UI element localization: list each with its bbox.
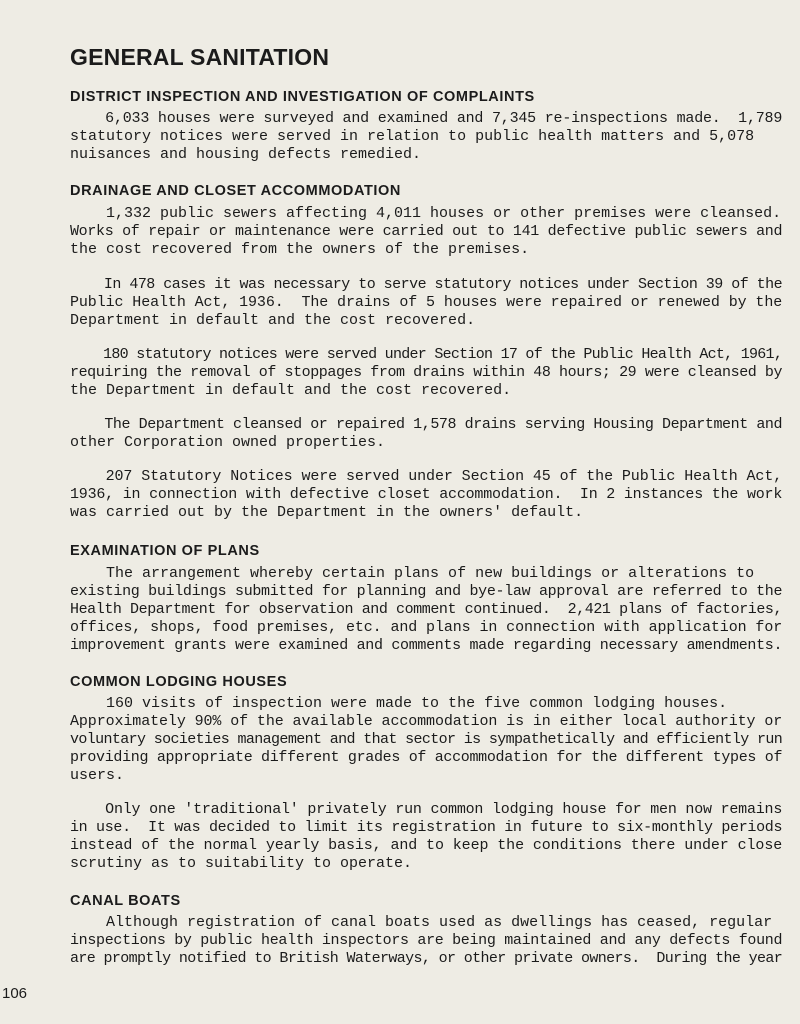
text-line: Only one 'traditional' privately run common lodging house for men now remains [70,801,783,818]
text-line: inspections by public health inspectors are being maintained and any defects found [70,932,783,949]
text-line: existing buildings submitted for planning and bye-law approval are referred to the [70,583,783,600]
text-line: 180 statutory notices were served under Section 17 of the Public Health Act, 1961, [70,346,783,363]
section-heading-examination-of-plans: EXAMINATION OF PLANS [70,543,260,559]
text-line: Health Department for observation and comment continued. 2,421 plans of factories, [70,601,783,618]
text-line: 1936, in connection with defective closet accommodation. In 2 instances the work [70,486,783,503]
text-line: requiring the removal of stoppages from drains within 48 hours; 29 were cleansed by [70,364,783,381]
text-line: Department in default and the cost recovered. [70,312,476,329]
text-line: users. [70,767,125,784]
text-line: instead of the normal yearly basis, and to keep the conditions there under close [70,837,783,854]
text-line: nuisances and housing defects remedied. [70,146,422,163]
text-line: Public Health Act, 1936. The drains of 5 houses were repaired or renewed by the [70,294,783,311]
text-line: 207 Statutory Notices were served under Section 45 of the Public Health Act, [70,468,783,485]
text-line: 6,033 houses were surveyed and examined and 7,345 re-inspections made. 1,789 [70,110,783,127]
text-line: The arrangement whereby certain plans of new buildings or alterations to [70,565,755,582]
text-line: other Corporation owned properties. [70,434,386,451]
text-line: was carried out by the Department in the owners' default. [70,504,584,521]
text-line: voluntary societies management and that sector is sympathetically and efficiently run [70,731,783,748]
text-line: Works of repair or maintenance were carried out to 141 defective public sewers and [70,223,783,240]
text-line: are promptly notified to British Waterways, or other private owners. During the year [70,950,783,967]
text-line: The Department cleansed or repaired 1,578 drains serving Housing Department and [70,416,783,433]
text-line: Approximately 90% of the available accommodation is in either local authority or [70,713,783,730]
text-line: offices, shops, food premises, etc. and plans in connection with application for [70,619,783,636]
section-heading-drainage: DRAINAGE AND CLOSET ACCOMMODATION [70,183,401,199]
text-line: providing appropriate different grades of accommodation for the different types of [70,749,783,766]
text-line: the Department in default and the cost recovered. [70,382,512,399]
text-line: scrutiny as to suitability to operate. [70,855,413,872]
text-line: 1,332 public sewers affecting 4,011 houses or other premises were cleansed. [70,205,782,222]
section-heading-canal-boats: CANAL BOATS [70,893,181,909]
page-number: 106 [2,985,28,1002]
text-line: improvement grants were examined and comments made regarding necessary amendments. [70,637,783,654]
text-line: the cost recovered from the owners of the premises. [70,241,530,258]
text-line: 160 visits of inspection were made to the five common lodging houses. [70,695,728,712]
text-line: statutory notices were served in relation to public health matters and 5,078 [70,128,755,145]
text-line: in use. It was decided to limit its registration in future to six-monthly periods [70,819,783,836]
section-heading-district-inspection: DISTRICT INSPECTION AND INVESTIGATION OF COMPLAINTS [70,89,535,105]
text-line: In 478 cases it was necessary to serve statutory notices under Section 39 of the [70,276,783,293]
text-line: Although registration of canal boats used as dwellings has ceased, regular [70,914,773,931]
section-heading-common-lodging-houses: COMMON LODGING HOUSES [70,674,288,690]
page-title: GENERAL SANITATION [70,44,330,70]
